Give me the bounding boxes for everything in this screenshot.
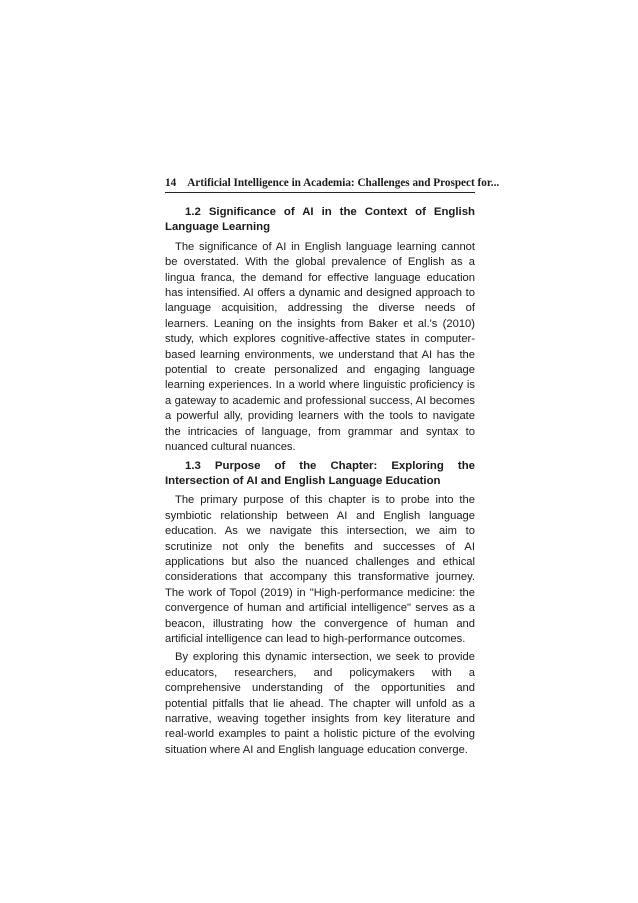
page-number: 14 (165, 177, 177, 189)
paragraph-exploring: By exploring this dynamic intersection, we seek to provide educators, researchers, and policymakers with a comprehensive understanding of the opportunities and potential pitfalls that lie ahead. The chapter will unfold as a narrative, weaving together insights from key literature and real-world examples to paint a holistic picture of the evolving situation where AI and English language education converge. (165, 651, 475, 756)
page-content (165, 205, 475, 758)
book-page (165, 176, 500, 761)
running-header (165, 176, 500, 193)
section-heading-significance: 1.2 Significance of AI in the Context of English Language Learning (165, 206, 475, 234)
paragraph-purpose: The primary purpose of this chapter is to probe into the symbiotic relationship between AI and English language education. As we navigate this intersection, we aim to scrutinize not only the benefits and successes of AI applications but also the nuanced challenges and ethical considerations that accompany this transformative journey. The work of Topol (2019) in "High-performance medicine: the convergence of human and artificial intelligence" serves as a beacon, illustrating how the convergence of human and artificial intelligence can lead to high-performance outcomes. (165, 494, 475, 645)
paragraph-significance: The significance of AI in English language learning cannot be overstated. With the global prevalence of English as a lingua franca, the demand for effective language education has intensified. AI offers a dynamic and designed approach to language acquisition, addressing the diverse needs of learners. Leaning on the insights from Baker et al.'s (2010) study, which explores cognitive-affective states in computer-based learning environments, we understand that AI has the potential to create personalized and engaging language learning experiences. In a world where linguistic proficiency is a gateway to academic and professional success, AI becomes a powerful ally, providing learners with the tools to navigate the intricacies of language, from grammar and syntax to nuanced cultural nuances. (165, 240, 475, 454)
section-heading-purpose: 1.3 Purpose of the Chapter: Exploring the Intersection of AI and English Language Education (165, 459, 475, 487)
running-title: Artificial Intelligence in Academia: Challenges and Prospect for... (187, 177, 500, 189)
